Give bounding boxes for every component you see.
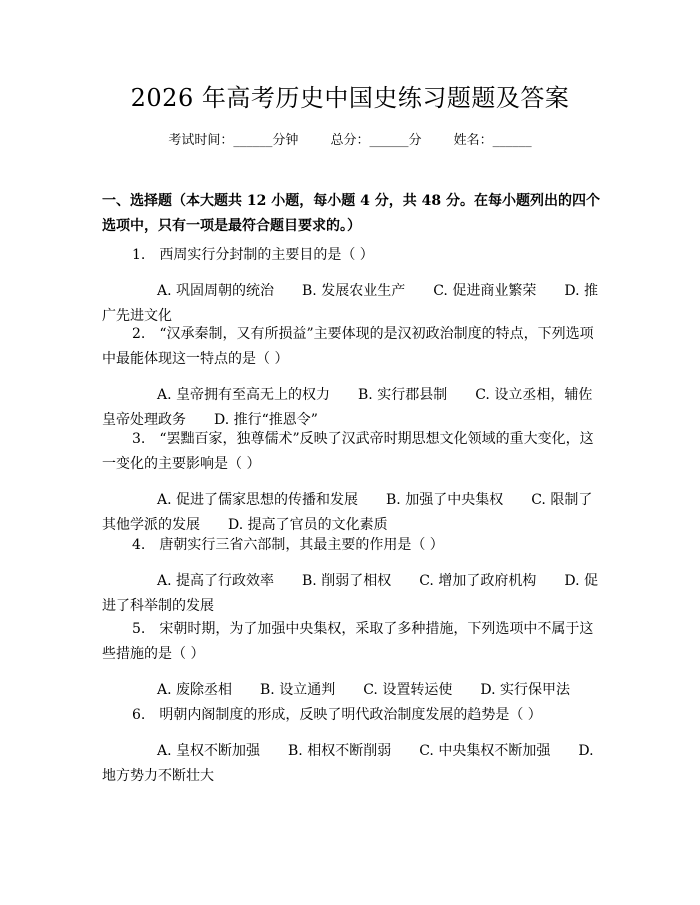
question-options (102, 569, 599, 619)
question-stem: 4. 唐朝实行三省六部制，其最主要的作用是（ ） (132, 537, 444, 553)
option-d: D. 地方势力不断壮大 (102, 743, 594, 784)
exam-info (0, 131, 700, 151)
option-d: D. 推广先进文化 (102, 283, 598, 324)
option-c: C. 限制了其他学派的发展 (102, 492, 593, 533)
option-d: D. 实行保甲法 (480, 682, 570, 698)
option-a: A. 巩固周朝的统治 (157, 283, 275, 299)
option-d: D. 推行“推恩令” (214, 412, 318, 428)
option-d: D. 促进了科举制的发展 (102, 573, 598, 614)
option-b: B. 设立通判 (260, 682, 336, 698)
question-stem: 2. “汉承秦制，又有所损益”主要体现的是汉初政治制度的特点，下列选项中最能体现这一特点的是（ ） (102, 326, 594, 367)
option-a: A. 皇帝拥有至高无上的权力 (157, 387, 331, 403)
student-name: 姓名：______ (453, 133, 532, 148)
option-b: B. 削弱了相权 (302, 573, 392, 589)
option-a: A. 促进了儒家思想的传播和发展 (157, 492, 359, 508)
question-options (102, 488, 599, 538)
option-a: A. 提高了行政效率 (157, 573, 275, 589)
question-stem: 3. “罢黜百家，独尊儒术”反映了汉武帝时期思想文化领域的重大变化，这一变化的主要影响是（ ） (102, 431, 594, 472)
question-item (102, 322, 599, 433)
exam-time: 考试时间：______分钟 (168, 133, 299, 148)
question-item (102, 617, 599, 703)
option-c: C. 设立丞相，辅佐皇帝处理政务 (102, 387, 593, 428)
total-score: 总分：______分 (330, 133, 422, 148)
question-options (102, 739, 599, 789)
option-c: C. 促进商业繁荣 (433, 283, 537, 299)
question-stem: 5. 宋朝时期，为了加强中央集权，采取了多种措施，下列选项中不属于这些措施的是（ ） (102, 621, 594, 662)
option-a: A. 废除丞相 (157, 682, 233, 698)
question-item (102, 427, 599, 538)
section-heading: 一、选择题（本大题共 12 小题，每小题 4 分，共 48 分。在每小题列出的四个选项中，只有一项是最符合题目要求的。） (102, 193, 600, 234)
option-c: C. 设置转运使 (363, 682, 453, 698)
question-options (102, 678, 599, 703)
question-item (102, 703, 599, 789)
question-options (102, 383, 599, 433)
option-c: C. 增加了政府机构 (419, 573, 537, 589)
page-title: 2026 年高考历史中国史练习题题及答案 (130, 84, 570, 112)
question-stem: 1. 西周实行分封制的主要目的是（ ） (132, 247, 374, 263)
option-b: B. 实行郡县制 (358, 387, 448, 403)
option-a: A. 皇权不断加强 (157, 743, 261, 759)
option-c: C. 中央集权不断加强 (419, 743, 551, 759)
option-b: B. 加强了中央集权 (386, 492, 504, 508)
option-b: B. 发展农业生产 (302, 283, 406, 299)
option-b: B. 相权不断削弱 (288, 743, 392, 759)
question-item (102, 243, 599, 329)
question-item (102, 533, 599, 619)
question-stem: 6. 明朝内阁制度的形成，反映了明代政治制度发展的趋势是（ ） (132, 707, 542, 723)
option-d: D. 提高了官员的文化素质 (228, 517, 388, 533)
